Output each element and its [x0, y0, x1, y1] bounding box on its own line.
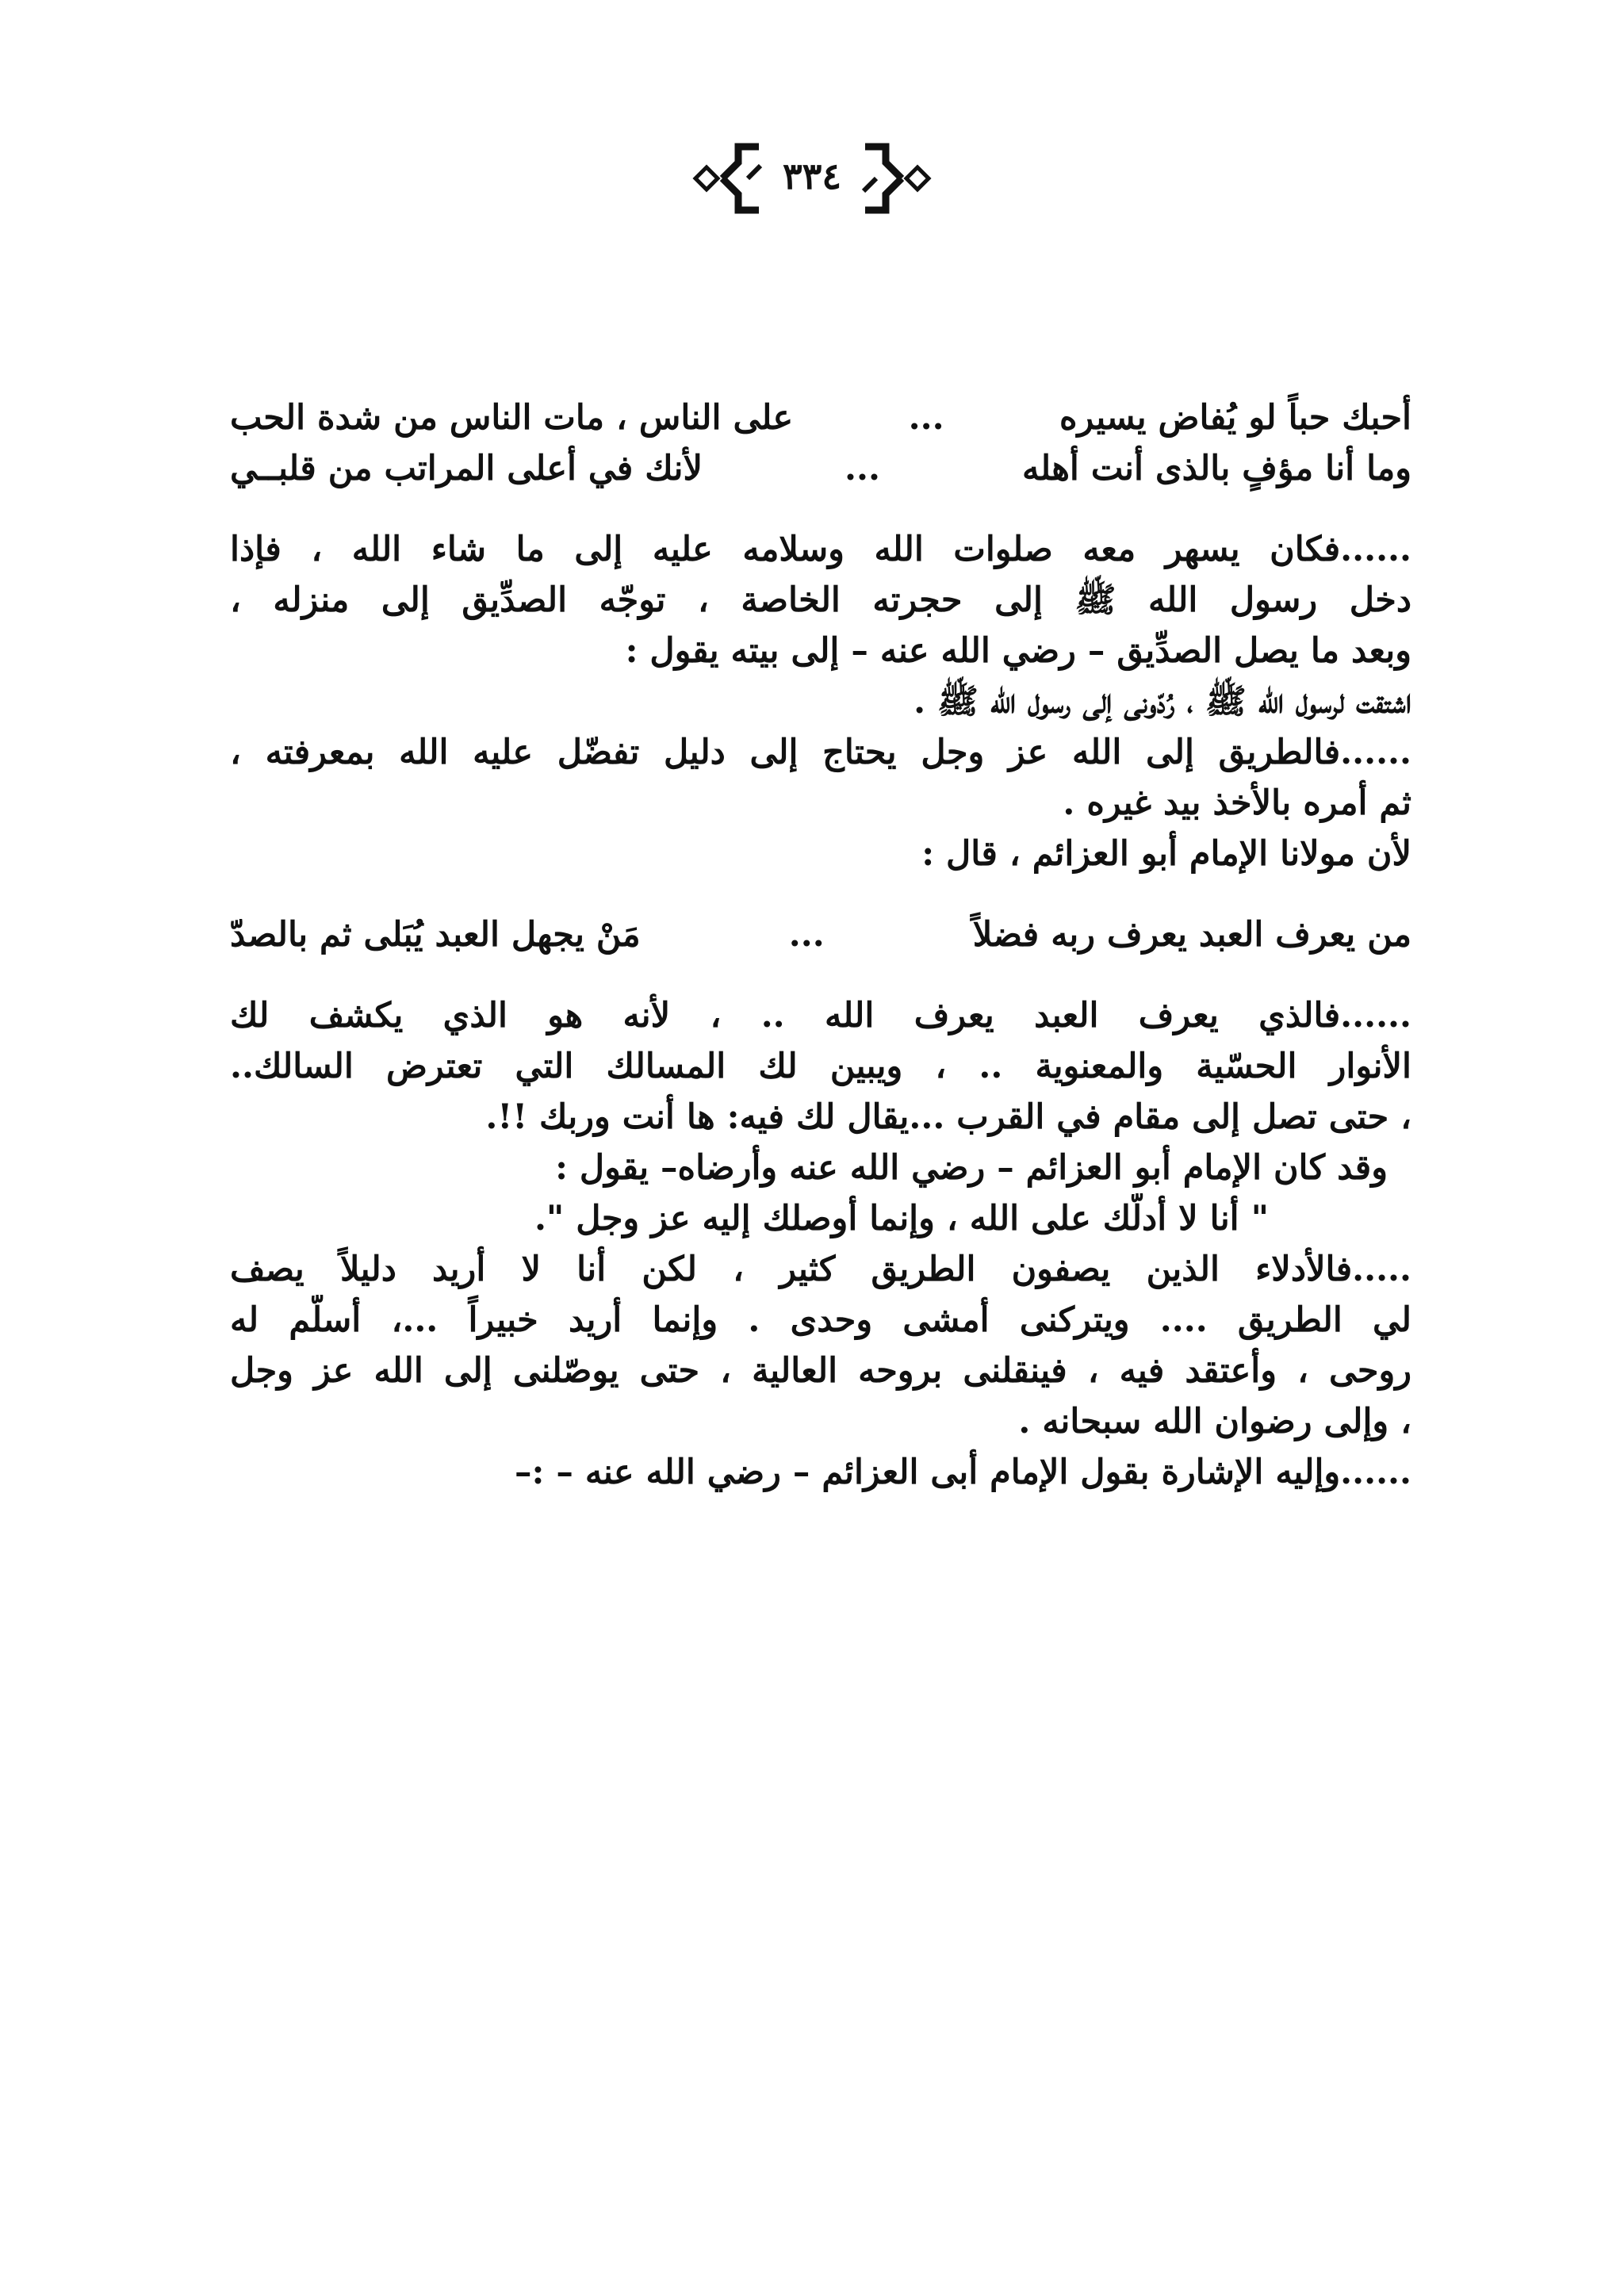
quote-line: " أنا لا أدلّك على الله ، وإنما أوصلك إليه عز وجل ". [534, 1199, 1269, 1238]
text-line: ......وإليه الإشارة بقول الإمام أبى العزائم – رضي الله عنه – :– [515, 1453, 1411, 1492]
verse-separator: ... [908, 398, 944, 438]
text-line: الأنوار الحسّية والمعنوية .. ، ويبين لك المسالك التي تعترض السالك.. [230, 1047, 1411, 1086]
text-line: وقد كان الإمام أبو العزائم – رضي الله عنه وأرضاه– يقول : [555, 1148, 1388, 1188]
text-line: روحى ، وأعتقد فيه ، فينقلنى بروحه العالية ، حتى يوصّلنى إلى الله عز وجل [230, 1351, 1411, 1391]
verse-second-hemistich: مَنْ يجهل العبد يُبَلى ثم بالصدّ [230, 915, 641, 955]
verse-separator: ... [788, 915, 825, 955]
text-line: لي الطريق .... ويتركنى أمشى وحدى . وإنما أريد خبيراً ...، أسلّم له [230, 1300, 1411, 1340]
right-diamond-icon [906, 167, 929, 189]
text-line: دخل رسول الله ﷺ إلى حجرته الخاصة ، توجّه الصدِّيق إلى منزله ، [230, 580, 1411, 620]
page-body [230, 392, 1411, 1498]
poem-verse-2 [230, 909, 1411, 960]
left-diamond-icon [695, 167, 718, 189]
verse-first-hemistich: أحبك حباً لو يُفاض يسيره [1059, 398, 1411, 438]
text-line: وبعد ما يصل الصدِّيق – رضي الله عنه – إلى بيته يقول : [625, 631, 1411, 671]
text-line: ثم أمره بالأخذ بيد غيره . [1063, 783, 1411, 823]
paragraph-2 [230, 990, 1411, 1498]
verse-line [230, 392, 1411, 443]
verse-line [230, 443, 1411, 494]
page-number: ٣٣٤ [782, 155, 842, 197]
text-line: ......فالطريق إلى الله عز وجل يحتاج إلى دليل تفضّل عليه الله بمعرفته ، [230, 733, 1411, 772]
page-header [0, 135, 1624, 222]
text-line: ، حتى تصل إلى مقام في القرب ...يقال لك فيه: ها أنت وربك !!. [485, 1097, 1411, 1137]
verse-second-hemistich: على الناس ، مات الناس من شدة الحب [230, 398, 794, 438]
paragraph-1 [230, 524, 1411, 879]
text-line: ......فالذي يعرف العبد يعرف الله .. ، لأنه هو الذي يكشف لك [230, 996, 1411, 1035]
text-line: ......فكان يسهر معه صلوات الله وسلامه عليه إلى ما شاء الله ، فإذا [230, 530, 1411, 569]
text-line: ، وإلى رضوان الله سبحانه . [1018, 1402, 1411, 1441]
verse-second-hemistich: لأنك في أعلى المراتب من قلبــي [230, 449, 703, 488]
poem-block-1 [230, 392, 1411, 494]
verse-first-hemistich: من يعرف العبد يعرف ربه فضلاً [972, 915, 1411, 955]
text-line: .....فالأدلاء الذين يصفون الطريق كثير ، لكن أنا لا أريد دليلاً يصف [230, 1250, 1411, 1289]
text-line: اشتقت لرسول الله ﷺ ، رُدّونى إلى رسول الله ﷺ . [914, 682, 1411, 722]
text-line: لأن مولانا الإمام أبو العزائم ، قال : [921, 834, 1411, 874]
verse-separator: ... [845, 449, 880, 488]
verse-first-hemistich: وما أنا مؤفٍ بالذى أنت أهله [1021, 449, 1411, 488]
page-number-ornament [681, 135, 943, 222]
